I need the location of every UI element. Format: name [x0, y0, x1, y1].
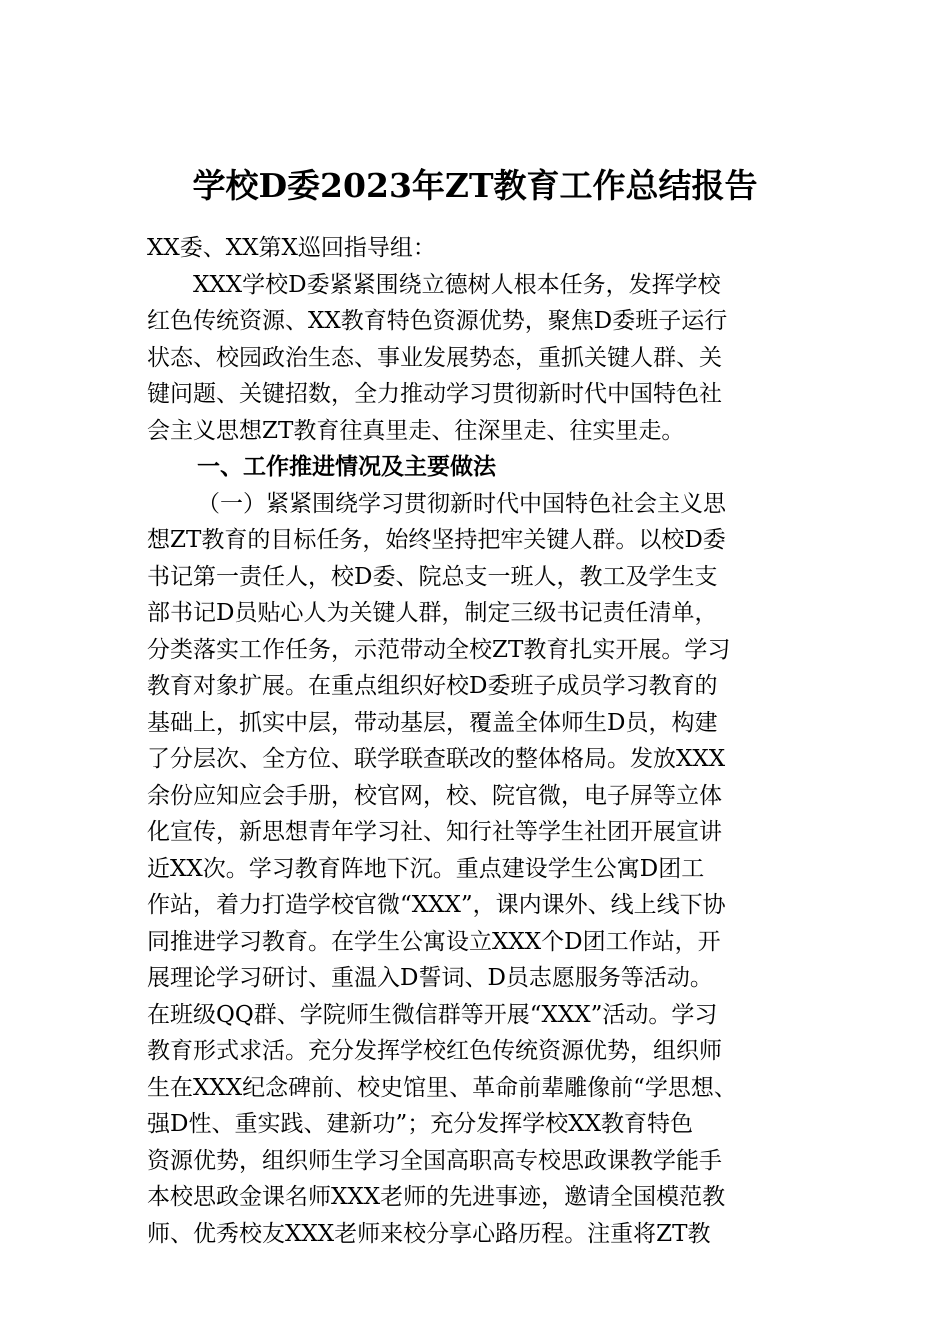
section-line: 化宣传，新思想青年学习社、知行社等学生社团开展宣讲 — [147, 819, 722, 845]
salutation: XX委、XX第X巡回指导组： — [147, 235, 436, 261]
section-line: 生在XXX纪念碑前、校史馆里、革命前辈雕像前“学思想、 — [147, 1074, 737, 1101]
section-line: 部书记D员贴心人为关键人群，制定三级书记责任清单， — [147, 600, 718, 626]
section-line: （一）紧紧围绕学习贯彻新时代中国特色社会主义思 — [197, 490, 726, 517]
document-body — [147, 230, 810, 1252]
section-line: 了分层次、全方位、联学联查联改的整体格局。发放XXX — [147, 746, 726, 772]
section-line: 师、优秀校友XXX老师来校分享心路历程。注重将ZT教 — [147, 1220, 711, 1247]
section-line: 作站，着力打造学校官微“XXX”，课内课外、线上线下协 — [147, 892, 726, 918]
section-heading: 一、工作推进情况及主要做法 — [197, 454, 496, 480]
section-line: 强D性、重实践、建新功”；充分发挥学校XX教育特色 — [147, 1111, 693, 1137]
section-line: 教育对象扩展。在重点组织好校D委班子成员学习教育的 — [147, 673, 718, 699]
section-line: 基础上，抓实中层，带动基层，覆盖全体师生D员，构建 — [147, 709, 718, 736]
section-line: 想ZT教育的目标任务，始终坚持把牢关键人群。以校D委 — [147, 527, 726, 553]
intro-line: 状态、校园政治生态、事业发展势态，重抓关键人群、关 — [147, 344, 722, 371]
intro-line: XXX学校D委紧紧围绕立德树人根本任务，发挥学校 — [193, 271, 721, 298]
intro-line: 红色传统资源、XX教育特色资源优势，聚焦D委班子运行 — [147, 308, 728, 334]
section-line: 分类落实工作任务，示范带动全校ZT教育扎实开展。学习 — [147, 636, 731, 663]
section-line: 本校思政金课名师XXX老师的先进事迹，邀请全国模范教 — [147, 1184, 726, 1210]
intro-line: 键问题、关键招数，全力推动学习贯彻新时代中国特色社 — [147, 381, 722, 407]
intro-line: 会主义思想ZT教育往真里走、往深里走、往实里走。 — [147, 417, 685, 444]
section-line: 余份应知应会手册，校官网，校、院官微，电子屏等立体 — [147, 782, 722, 809]
section-line: 在班级QQ群、学院师生微信群等开展“XXX”活动。学习 — [147, 1001, 718, 1028]
document-title: 学校D委2023年ZT教育工作总结报告 — [192, 166, 758, 205]
section-line: 书记第一责任人，校D委、院总支一班人，教工及学生支 — [147, 563, 718, 590]
section-line: 同推进学习教育。在学生公寓设立XXX个D团工作站，开 — [147, 928, 721, 955]
section-line: 教育形式求活。充分发挥学校红色传统资源优势，组织师 — [147, 1038, 722, 1064]
section-line: 资源优势，组织师生学习全国高职高专校思政课教学能手 — [147, 1147, 722, 1174]
section-line: 近XX次。学习教育阵地下沉。重点建设学生公寓D团工 — [147, 855, 705, 882]
section-line: 展理论学习研讨、重温入D誓词、D员志愿服务等活动。 — [147, 965, 713, 991]
